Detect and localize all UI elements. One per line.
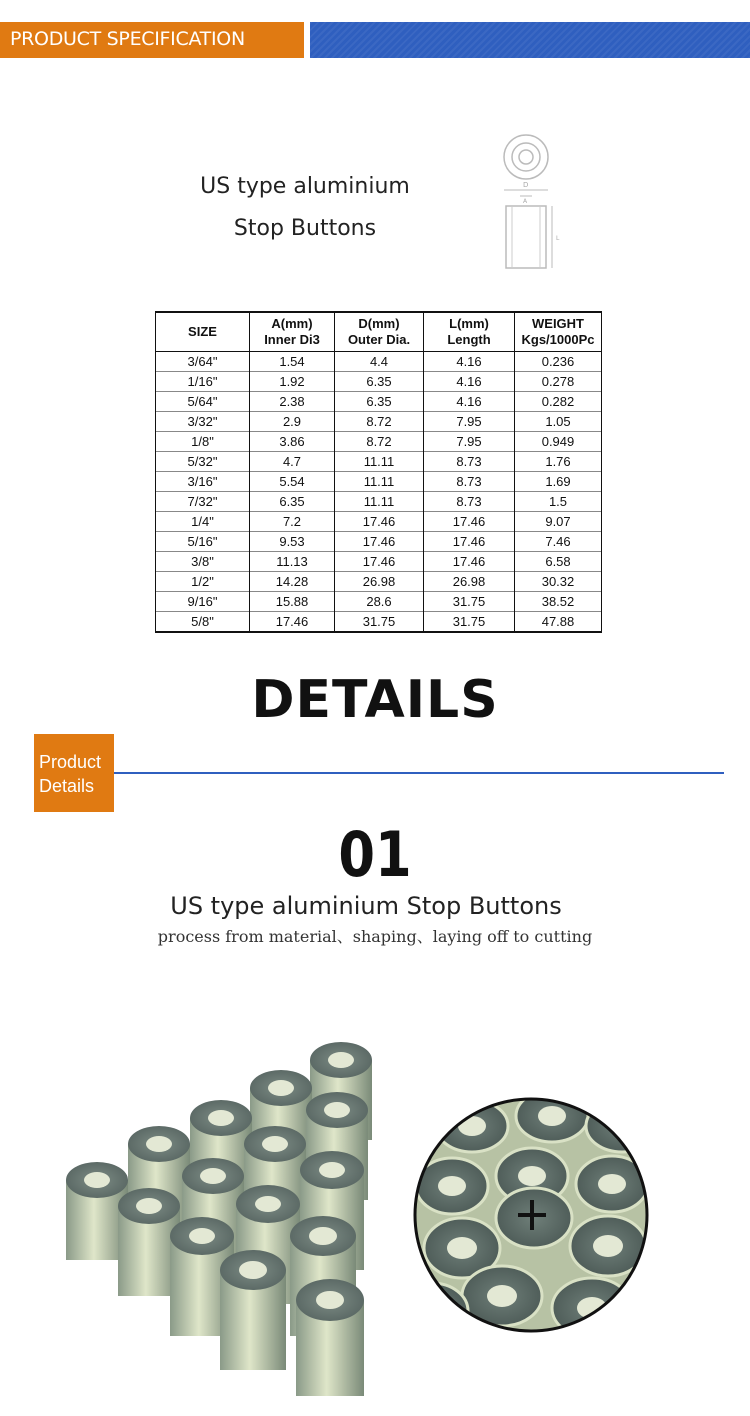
table-cell: 17.46: [424, 532, 515, 552]
badge-line2: Details: [39, 776, 95, 796]
spec-table: [155, 311, 602, 633]
section-header-title: PRODUCT SPECIFICATION: [10, 28, 245, 50]
table-row: [156, 572, 602, 592]
section-subtitle: US type aluminium Stop Buttons: [170, 892, 562, 920]
zoom-detail-photo: [412, 1096, 650, 1334]
table-cell: 4.7: [250, 452, 335, 472]
table-cell: 17.46: [335, 532, 424, 552]
table-cell: 5/64": [156, 392, 250, 412]
table-cell: 17.46: [424, 512, 515, 532]
table-cell: 4.16: [424, 352, 515, 372]
table-row: [156, 392, 602, 412]
table-body: [156, 352, 602, 633]
table-cell: 15.88: [250, 592, 335, 612]
drawing-label-l: L: [556, 235, 560, 242]
table-cell: 0.278: [515, 372, 602, 392]
section-header-bar: [0, 22, 304, 58]
table-cell: 1/2": [156, 572, 250, 592]
col-header-size: SIZE: [156, 312, 250, 352]
table-cell: 7.95: [424, 412, 515, 432]
table-cell: 38.52: [515, 592, 602, 612]
table-cell: 1.05: [515, 412, 602, 432]
table-cell: 5/16": [156, 532, 250, 552]
table-cell: 2.38: [250, 392, 335, 412]
table-cell: 5/8": [156, 612, 250, 633]
table-row: [156, 612, 602, 633]
table-row: [156, 552, 602, 572]
table-cell: 1.54: [250, 352, 335, 372]
table-row: [156, 532, 602, 552]
section-divider: [114, 772, 724, 774]
table-cell: 8.73: [424, 452, 515, 472]
table-cell: 31.75: [424, 592, 515, 612]
product-title-line1: US type aluminium: [200, 174, 410, 199]
table-cell: 0.949: [515, 432, 602, 452]
table-cell: 3.86: [250, 432, 335, 452]
table-cell: 8.72: [335, 412, 424, 432]
table-cell: 6.58: [515, 552, 602, 572]
table-cell: 7/32": [156, 492, 250, 512]
table-cell: 1.76: [515, 452, 602, 472]
table-cell: 26.98: [335, 572, 424, 592]
table-cell: 3/16": [156, 472, 250, 492]
table-row: [156, 412, 602, 432]
badge-line1: Product: [39, 752, 102, 772]
table-header-row: [156, 312, 602, 352]
table-cell: 3/8": [156, 552, 250, 572]
table-cell: 5/32": [156, 452, 250, 472]
table-cell: 5.54: [250, 472, 335, 492]
table-cell: 6.35: [250, 492, 335, 512]
section-number: 01: [338, 818, 412, 891]
table-cell: 1/8": [156, 432, 250, 452]
table-cell: 0.236: [515, 352, 602, 372]
table-cell: 9/16": [156, 592, 250, 612]
table-cell: 31.75: [335, 612, 424, 633]
table-cell: 28.6: [335, 592, 424, 612]
table-cell: 1.69: [515, 472, 602, 492]
table-cell: 4.16: [424, 392, 515, 412]
table-cell: 4.4: [335, 352, 424, 372]
table-cell: 4.16: [424, 372, 515, 392]
product-title: [150, 166, 460, 250]
table-cell: 11.11: [335, 452, 424, 472]
table-cell: 7.95: [424, 432, 515, 452]
table-cell: 6.35: [335, 392, 424, 412]
table-row: [156, 432, 602, 452]
table-cell: 8.73: [424, 472, 515, 492]
table-cell: 3/32": [156, 412, 250, 432]
table-cell: 9.53: [250, 532, 335, 552]
table-cell: 7.46: [515, 532, 602, 552]
table-cell: 11.13: [250, 552, 335, 572]
col-header-inner-dia: A(mm) Inner Di3: [250, 312, 335, 352]
table-cell: 2.9: [250, 412, 335, 432]
table-cell: 1/16": [156, 372, 250, 392]
table-cell: 0.282: [515, 392, 602, 412]
table-cell: 17.46: [250, 612, 335, 633]
header-blue-bar: [310, 22, 750, 58]
table-cell: 30.32: [515, 572, 602, 592]
table-cell: 14.28: [250, 572, 335, 592]
table-cell: 26.98: [424, 572, 515, 592]
table-row: [156, 372, 602, 392]
table-cell: 3/64": [156, 352, 250, 372]
drawing-label-d: D: [523, 181, 529, 189]
table-cell: 47.88: [515, 612, 602, 633]
table-row: [156, 352, 602, 372]
table-cell: 1.5: [515, 492, 602, 512]
table-cell: 7.2: [250, 512, 335, 532]
col-header-outer-dia: D(mm) Outer Dia.: [335, 312, 424, 352]
product-title-line2: Stop Buttons: [233, 216, 377, 241]
table-cell: 8.72: [335, 432, 424, 452]
table-cell: 31.75: [424, 612, 515, 633]
drawing-label-a: A: [523, 198, 528, 205]
table-cell: 9.07: [515, 512, 602, 532]
col-header-weight: WEIGHT Kgs/1000Pc: [515, 312, 602, 352]
table-cell: 1.92: [250, 372, 335, 392]
table-cell: 11.11: [335, 492, 424, 512]
table-cell: 1/4": [156, 512, 250, 532]
table-cell: 8.73: [424, 492, 515, 512]
table-cell: 6.35: [335, 372, 424, 392]
details-heading: DETAILS: [251, 670, 499, 730]
product-details-badge: [34, 734, 114, 812]
table-row: [156, 492, 602, 512]
table-cell: 11.11: [335, 472, 424, 492]
table-cell: 17.46: [335, 512, 424, 532]
section-description: process from material、shaping、laying off to cutting: [157, 927, 593, 946]
table-row: [156, 512, 602, 532]
product-photo: [60, 1040, 390, 1400]
table-cell: 17.46: [335, 552, 424, 572]
technical-drawing: [496, 132, 566, 272]
table-row: [156, 472, 602, 492]
table-cell: 17.46: [424, 552, 515, 572]
col-header-length: L(mm) Length: [424, 312, 515, 352]
table-row: [156, 592, 602, 612]
table-row: [156, 452, 602, 472]
